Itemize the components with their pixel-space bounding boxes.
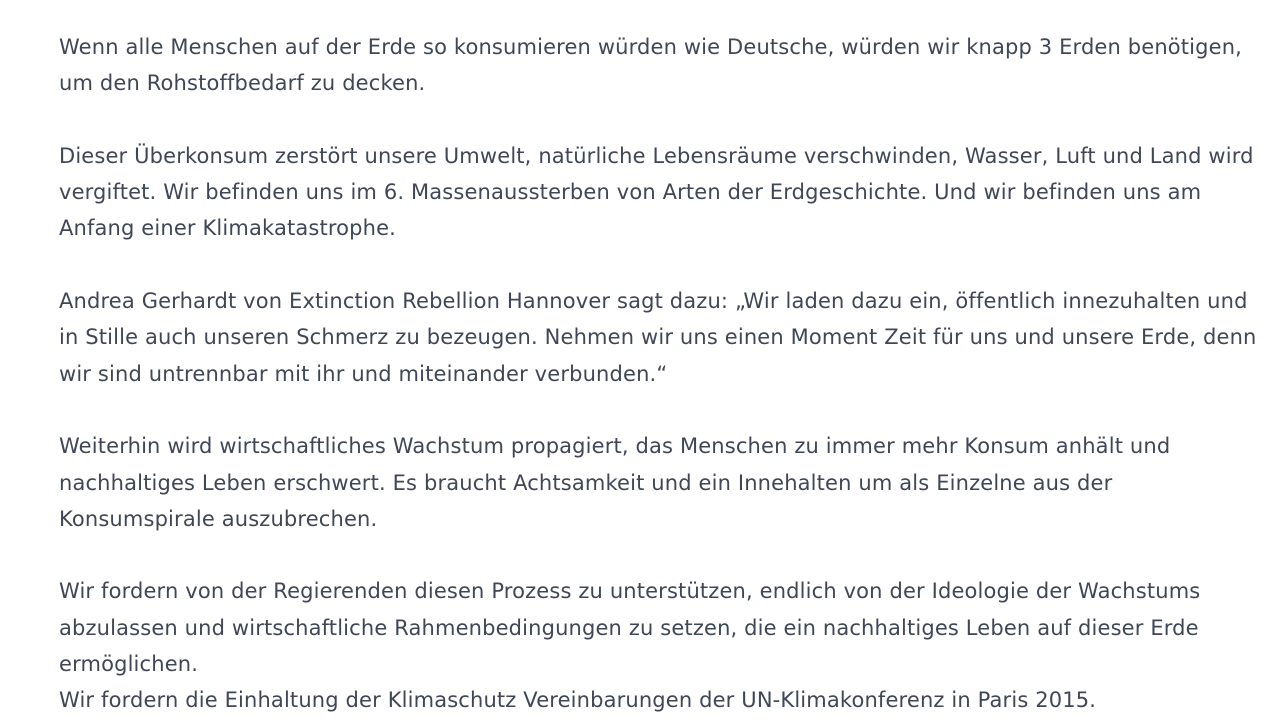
paragraph-quote: Andrea Gerhardt von Extinction Rebellion Hannover sagt dazu: „Wir laden dazu ein, öffentlich innezuhalten und in Stille auch unseren Schmerz zu bezeugen. Nehmen wir uns einen Moment Zeit für uns und unsere Erde, denn wir sind untrennbar mit ihr und miteinander verbunden.“ [59,289,1257,386]
article-body [59,29,1259,719]
paragraph-demand-paris: Wir fordern die Einhaltung der Klimaschutz Vereinbarungen der UN-Klimakonferenz in Paris 2015. [59,688,1097,713]
paragraph-overconsumption: Dieser Überkonsum zerstört unsere Umwelt, natürliche Lebensräume verschwinden, Wasser, Luft und Land wird vergiftet. Wir befinden uns im 6. Massenaussterben von Arten der Erdgeschichte. Und wir befinden uns am Anfang einer Klimakatastrophe. [59,143,1254,241]
paragraph-growth: Weiterhin wird wirtschaftliches Wachstum propagiert, das Menschen zu immer mehr Konsum anhält und nachhaltiges Leben erschwert. Es braucht Achtsamkeit und ein Innehalten um als Einzelne aus der Konsumspirale auszubrechen. [59,434,1171,531]
paragraph-demand-government: Wir fordern von der Regierenden diesen Prozess zu unterstützen, endlich von der Ideologie der Wachstums abzulassen und wirtschaftliche Rahmenbedingungen zu setzen, die ein nachhaltiges Leben auf dieser Erde ermöglichen. [59,579,1201,677]
paragraph-consumption: Wenn alle Menschen auf der Erde so konsumieren würden wie Deutsche, würden wir knapp 3 Erden benötigen, um den Rohstoffbedarf zu decken. [59,35,1243,96]
